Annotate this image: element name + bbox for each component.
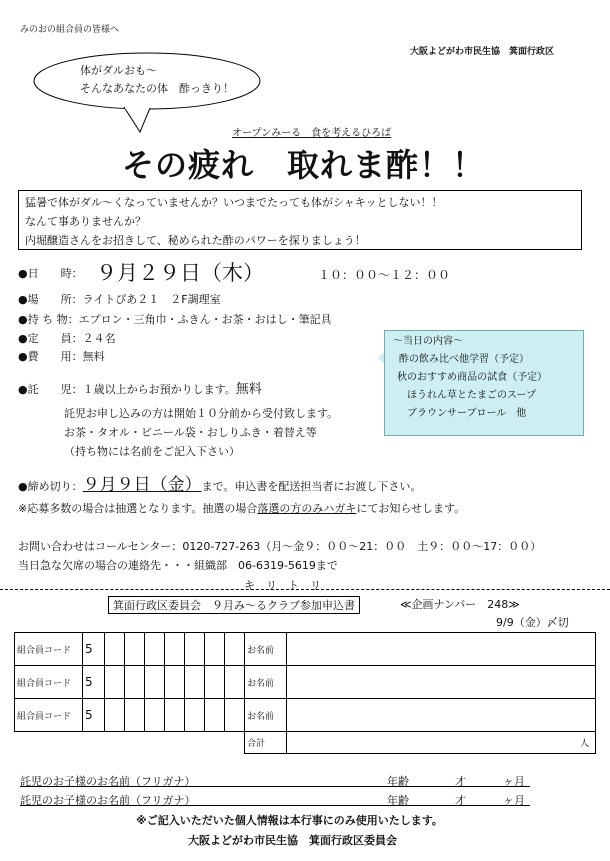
age-unit-2: 才 (455, 794, 466, 807)
lottery-post: にてお知らせします。 (356, 502, 466, 515)
code-digit-field[interactable] (225, 633, 245, 666)
code-digit-field[interactable] (185, 699, 205, 732)
age-unit-1: 才 (455, 775, 466, 788)
project-number: ≪企画ナンバー 248≫ (400, 598, 520, 611)
lottery-note (18, 500, 465, 516)
code-digit-field[interactable] (185, 666, 205, 699)
organization-name: 大阪よどがわ市民生協 箕面行政区 (410, 47, 555, 57)
callout-item: 酢の飲み比べ他学習（予定） (399, 354, 529, 365)
intro-line-2: なんて事ありませんか？ (25, 215, 146, 228)
fee: ●費 用：無料 (18, 350, 105, 363)
intro-line-3: 内堀醸造さんをお招きして、秘められた酢のパワーを探りましょう！ (25, 234, 366, 247)
deadline-label: ●締め切り： (18, 480, 83, 493)
event-subtitle: オープンみーる 食を考えるひろば (232, 128, 392, 139)
code-digit-field[interactable] (225, 666, 245, 699)
code-digit-field[interactable] (125, 666, 145, 699)
child-name-label-2: 託児のお子様のお名前（フリガナ） (20, 794, 196, 807)
code-digit-field[interactable] (205, 666, 225, 699)
childcare-note-3: （持ち物には名前をご記入下さい） (64, 445, 240, 458)
code-digit-field[interactable] (125, 633, 145, 666)
capacity: ●定 員：２４名 (18, 332, 116, 345)
name-label: お名前 (245, 699, 287, 732)
code-digit-field[interactable] (165, 699, 185, 732)
code-digit-field[interactable] (205, 633, 225, 666)
cut-label: キ リ ト リ (244, 579, 321, 592)
page-title: その疲れ 取れま酢！！ (122, 146, 486, 184)
place: ●場 所：ライトぴあ２１ ２F調理室 (18, 293, 221, 306)
member-row (15, 666, 596, 699)
childcare-note-2: お茶・タオル・ビニール袋・おしりふき・着替え等 (64, 426, 317, 439)
name-field[interactable] (287, 633, 596, 666)
child-name-label-1: 託児のお子様のお名前（フリガナ） (20, 775, 196, 788)
name-field[interactable] (287, 666, 596, 699)
code-digit-field[interactable] (165, 666, 185, 699)
deadline (18, 470, 421, 495)
footer-signature: 大阪よどがわ市民生協 箕面行政区委員会 (188, 834, 397, 847)
childcare-label: ●託 児：１歳以上からお預かりします。 (18, 383, 236, 396)
date-label: ●日 時： (18, 267, 83, 280)
code-digit-field[interactable] (145, 699, 165, 732)
time-value: １０：００～１２：００ (318, 268, 451, 282)
member-row (15, 633, 596, 666)
privacy-note: ※ご記入いただいた個人情報は本行事にのみ使用いたします。 (136, 814, 443, 827)
child-line-1[interactable] (20, 786, 530, 787)
lottery-pre: ※応募多数の場合は抽選となります。抽選の場合 (18, 502, 258, 515)
date-value: ９月２９日（木） (96, 261, 264, 285)
deadline-text: まで。申込書を配送担当者にお渡し下さい。 (201, 480, 422, 493)
speech-bubble (32, 52, 262, 110)
age-label-2: 年齢 (387, 794, 409, 807)
form-deadline: 9/9（金）〆切 (496, 616, 569, 629)
bubble-line-2: そんなあなたの体 酢っきり！ (80, 82, 234, 95)
childcare-note-1: 託児お申し込みの方は開始１０分前から受付致します。 (64, 407, 339, 420)
callout-item: 秋のおすすめ商品の試食（予定） (397, 372, 548, 383)
code-digit-field[interactable] (165, 633, 185, 666)
greeting: みのおの組合員の皆様へ (20, 25, 120, 35)
code-digit-field[interactable] (105, 633, 125, 666)
name-label: お名前 (245, 666, 287, 699)
code-digit-field[interactable] (105, 699, 125, 732)
member-code-prefix: 5 (83, 666, 105, 699)
items-to-bring: ●持 ち 物：エプロン・三角巾・ふきん・お茶・おはし・筆記具 (18, 313, 332, 326)
member-code-prefix: 5 (83, 633, 105, 666)
contact-line-2: 当日急な欠席の場合の連絡先・・・組織部 06-6319-5619まで (18, 559, 338, 572)
age-label-1: 年齢 (387, 775, 409, 788)
total-field[interactable] (287, 732, 596, 754)
member-code-label: 組合員コード (15, 666, 83, 699)
callout-title: ～当日の内容～ (393, 336, 463, 347)
code-digit-field[interactable] (205, 699, 225, 732)
member-code-label: 組合員コード (15, 633, 83, 666)
total-label: 合計 (245, 732, 287, 754)
application-form (14, 632, 596, 754)
total-unit: 人 (579, 739, 589, 749)
total-row (15, 732, 596, 754)
total-spacer (15, 732, 245, 754)
deadline-date: ９月９日（金） (82, 475, 202, 495)
code-digit-field[interactable] (145, 633, 165, 666)
code-digit-field[interactable] (185, 633, 205, 666)
childcare-free: 無料 (235, 382, 262, 397)
code-digit-field[interactable] (225, 699, 245, 732)
bubble-line-1: 体がダルおも～ (80, 64, 157, 77)
intro-line-1: 猛暑で体がダル～くなっていませんか？いつまでたっても体がシャキッとしない！！ (25, 196, 443, 209)
name-label: お名前 (245, 633, 287, 666)
child-line-2[interactable] (20, 805, 530, 806)
month-unit-2: ヶ月 (503, 794, 525, 807)
member-row (15, 699, 596, 732)
lottery-underlined: 落選の方のみハガキ (257, 502, 357, 515)
month-unit-1: ヶ月 (503, 775, 525, 788)
name-field[interactable] (287, 699, 596, 732)
callout-box (384, 330, 584, 436)
callout-item: ほうれん草とたまごのスープ (407, 390, 536, 401)
code-digit-field[interactable] (125, 699, 145, 732)
code-digit-field[interactable] (105, 666, 125, 699)
code-digit-field[interactable] (145, 666, 165, 699)
intro-box (18, 190, 582, 250)
callout-item: ブラウンサーブロール 他 (407, 408, 527, 419)
form-title: 箕面行政区委員会 ９月み～るクラブ参加申込書 (108, 596, 360, 614)
childcare (18, 378, 262, 397)
contact-line-1: お問い合わせはコールセンター：0120-727-263（月～金９：００～21：００ 土９：００～17：００） (18, 540, 542, 553)
member-code-prefix: 5 (83, 699, 105, 732)
cut-line (0, 589, 610, 590)
member-code-label: 組合員コード (15, 699, 83, 732)
